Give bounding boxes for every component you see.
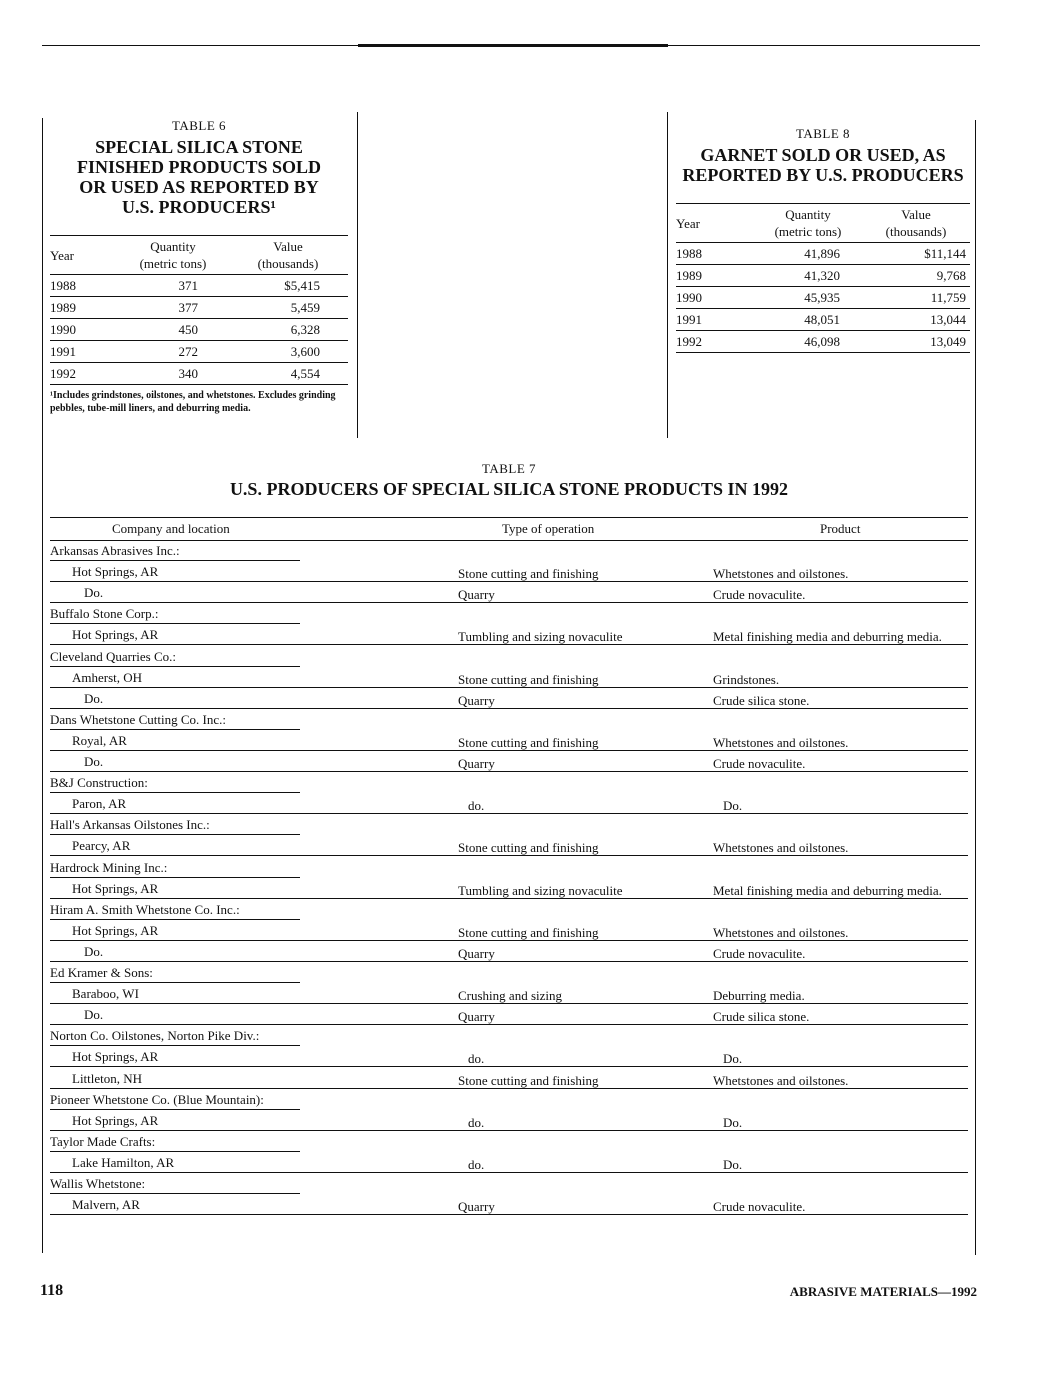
quantity-header: Quantity (metric tons) bbox=[139, 239, 207, 271]
product-cell: Whetstones and oilstones. bbox=[713, 734, 849, 750]
year-cell: 1992 bbox=[676, 331, 754, 353]
table-row bbox=[50, 275, 348, 297]
running-title: ABRASIVE MATERIALS—1992 bbox=[789, 1284, 977, 1299]
company-name: Cleveland Quarries Co.: bbox=[50, 648, 176, 664]
value-cell: 13,049 bbox=[862, 331, 970, 353]
table-row bbox=[50, 878, 968, 899]
table7-title: U.S. PRODUCERS OF SPECIAL SILICA STONE PRODUCTS IN 1992 bbox=[229, 479, 789, 499]
operation-cell: Stone cutting and finishing bbox=[458, 1072, 599, 1088]
table-row bbox=[50, 646, 968, 667]
company-name: Buffalo Stone Corp.: bbox=[50, 606, 159, 622]
location-cell: Hot Springs, AR bbox=[72, 1049, 159, 1065]
value-cell: 6,328 bbox=[228, 319, 348, 341]
operation-cell: Stone cutting and finishing bbox=[458, 671, 599, 687]
company-name: Norton Co. Oilstones, Norton Pike Div.: bbox=[50, 1028, 260, 1044]
product-cell: Metal finishing media and deburring media. bbox=[713, 882, 942, 898]
table-row bbox=[50, 1068, 968, 1089]
table6-title-line: U.S. PRODUCERS¹ bbox=[122, 197, 276, 217]
location-cell: Do. bbox=[84, 585, 104, 601]
quantity-cell: 377 bbox=[118, 297, 228, 319]
year-cell: 1989 bbox=[676, 265, 754, 287]
row-rule bbox=[50, 1214, 968, 1215]
operation-cell: do. bbox=[468, 1051, 485, 1067]
value-header: Value (thousands) bbox=[257, 239, 319, 271]
value-cell: 9,768 bbox=[862, 265, 970, 287]
table-row bbox=[50, 1152, 968, 1173]
location-cell: Do. bbox=[84, 690, 104, 706]
operation-cell: do. bbox=[468, 1114, 485, 1130]
table-row bbox=[50, 1173, 968, 1194]
location-cell: Pearcy, AR bbox=[72, 838, 131, 854]
left-margin-rule bbox=[42, 118, 43, 1253]
product-cell: Crude novaculite. bbox=[713, 945, 806, 961]
table6-caption: TABLE 6 bbox=[171, 118, 227, 133]
value-cell: 4,554 bbox=[228, 363, 348, 385]
year-header: Year bbox=[676, 215, 700, 231]
table8-block bbox=[676, 126, 970, 353]
company-name: Pioneer Whetstone Co. (Blue Mountain): bbox=[50, 1091, 264, 1107]
table8-caption: TABLE 8 bbox=[795, 126, 851, 141]
location-cell: Lake Hamilton, AR bbox=[72, 1154, 175, 1170]
year-header: Year bbox=[50, 247, 74, 263]
table-row bbox=[50, 857, 968, 878]
product-header: Product bbox=[820, 521, 861, 536]
table-row bbox=[50, 1194, 968, 1215]
quantity-cell: 41,320 bbox=[754, 265, 862, 287]
company-name: Taylor Made Crafts: bbox=[50, 1133, 156, 1149]
company-name: Hardrock Mining Inc.: bbox=[50, 859, 168, 875]
location-cell: Amherst, OH bbox=[72, 669, 143, 685]
location-cell: Hot Springs, AR bbox=[72, 880, 159, 896]
product-cell: Crude silica stone. bbox=[713, 692, 810, 708]
table-row bbox=[50, 772, 968, 793]
product-cell: Crude silica stone. bbox=[713, 1009, 810, 1025]
year-cell: 1988 bbox=[50, 275, 118, 297]
location-cell: Malvern, AR bbox=[72, 1197, 140, 1213]
location-cell: Do. bbox=[84, 943, 104, 959]
quantity-cell: 450 bbox=[118, 319, 228, 341]
table8-title bbox=[676, 145, 970, 185]
year-cell: 1990 bbox=[50, 319, 118, 341]
value-cell: 11,759 bbox=[862, 287, 970, 309]
table-row bbox=[50, 814, 968, 835]
table6-grid bbox=[50, 235, 348, 385]
company-name: Hall's Arkansas Oilstones Inc.: bbox=[50, 817, 210, 833]
operation-cell: Quarry bbox=[458, 1009, 495, 1025]
table-row bbox=[50, 1004, 968, 1025]
location-cell: Hot Springs, AR bbox=[72, 627, 159, 643]
company-name: Hiram A. Smith Whetstone Co. Inc.: bbox=[50, 901, 240, 917]
value-cell: $11,144 bbox=[862, 243, 970, 265]
year-cell: 1992 bbox=[50, 363, 118, 385]
quantity-cell: 371 bbox=[118, 275, 228, 297]
product-cell: Deburring media. bbox=[713, 988, 805, 1004]
operation-cell: Quarry bbox=[458, 692, 495, 708]
product-cell: Whetstones and oilstones. bbox=[713, 840, 849, 856]
product-cell: Crude novaculite. bbox=[713, 756, 806, 771]
product-cell: Crude novaculite. bbox=[713, 587, 806, 603]
table-row bbox=[676, 243, 970, 265]
operation-cell: Stone cutting and finishing bbox=[458, 566, 599, 582]
table-row bbox=[50, 297, 348, 319]
product-cell: Crude novaculite. bbox=[713, 1199, 806, 1215]
table6-title-line: OR USED AS REPORTED BY bbox=[79, 177, 319, 197]
product-cell: Whetstones and oilstones. bbox=[713, 924, 849, 940]
product-cell: Do. bbox=[723, 1051, 743, 1067]
company-name: Arkansas Abrasives Inc.: bbox=[50, 543, 180, 558]
operation-cell: Stone cutting and finishing bbox=[458, 924, 599, 940]
quantity-cell: 46,098 bbox=[754, 331, 862, 353]
company-header: Company and location bbox=[112, 521, 230, 536]
table-row bbox=[50, 941, 968, 962]
product-cell: Do. bbox=[723, 1114, 743, 1130]
operation-cell: do. bbox=[468, 1156, 485, 1172]
table-row bbox=[50, 709, 968, 730]
quantity-cell: 48,051 bbox=[754, 309, 862, 331]
table-row bbox=[50, 1025, 968, 1046]
operation-cell: do. bbox=[468, 798, 485, 814]
operation-cell: Crushing and sizing bbox=[458, 988, 562, 1004]
operation-header: Type of operation bbox=[502, 521, 595, 536]
table6-title-line: FINISHED PRODUCTS SOLD bbox=[76, 157, 322, 177]
right-margin-rule bbox=[975, 120, 976, 1255]
table-row bbox=[50, 624, 968, 645]
table-row bbox=[50, 1046, 968, 1067]
location-cell: Paron, AR bbox=[72, 796, 127, 812]
table8-title-line: REPORTED BY U.S. PRODUCERS bbox=[682, 165, 964, 185]
table-row bbox=[50, 1131, 968, 1152]
operation-cell: Tumbling and sizing novaculite bbox=[458, 882, 623, 898]
product-cell: Do. bbox=[723, 798, 743, 814]
table-row bbox=[50, 793, 968, 814]
product-cell: Grindstones. bbox=[713, 671, 780, 687]
year-cell: 1991 bbox=[50, 341, 118, 363]
table-row bbox=[50, 835, 968, 856]
year-cell: 1988 bbox=[676, 243, 754, 265]
operation-cell: Quarry bbox=[458, 587, 495, 603]
table8-header-row bbox=[676, 204, 970, 243]
table-row bbox=[50, 983, 968, 1004]
value-cell: 13,044 bbox=[862, 309, 970, 331]
product-cell: Whetstones and oilstones. bbox=[713, 566, 849, 582]
table8-grid bbox=[676, 203, 970, 353]
value-cell: 3,600 bbox=[228, 341, 348, 363]
location-cell: Hot Springs, AR bbox=[72, 922, 159, 938]
table-row bbox=[676, 309, 970, 331]
table-row bbox=[50, 363, 348, 385]
product-cell: Do. bbox=[723, 1156, 743, 1172]
location-cell: Royal, AR bbox=[72, 732, 127, 748]
table6-footnote: ¹Includes grindstones, oilstones, and whetstones. Excludes grinding pebbles, tube-mill liners, and deburring media. bbox=[50, 390, 336, 414]
year-cell: 1991 bbox=[676, 309, 754, 331]
column-rule-right bbox=[667, 112, 668, 438]
table7-caption: TABLE 7 bbox=[481, 461, 537, 476]
operation-cell: Quarry bbox=[458, 756, 495, 771]
table-row bbox=[50, 1110, 968, 1131]
table-row bbox=[50, 540, 968, 561]
location-cell: Hot Springs, AR bbox=[72, 1112, 159, 1128]
operation-cell: Quarry bbox=[458, 1199, 495, 1215]
top-rule-accent bbox=[358, 44, 668, 47]
table6-title-line: SPECIAL SILICA STONE bbox=[95, 137, 303, 157]
quantity-cell: 41,896 bbox=[754, 243, 862, 265]
location-cell: Do. bbox=[84, 1007, 104, 1023]
product-cell: Whetstones and oilstones. bbox=[713, 1072, 849, 1088]
table-row bbox=[50, 962, 968, 983]
value-cell: $5,415 bbox=[228, 275, 348, 297]
quantity-cell: 45,935 bbox=[754, 287, 862, 309]
quantity-cell: 272 bbox=[118, 341, 228, 363]
table-row bbox=[50, 920, 968, 941]
table-row bbox=[50, 319, 348, 341]
location-cell: Baraboo, WI bbox=[72, 986, 139, 1002]
table-row bbox=[50, 341, 348, 363]
operation-cell: Quarry bbox=[458, 945, 495, 961]
operation-cell: Stone cutting and finishing bbox=[458, 840, 599, 856]
table-row bbox=[50, 667, 968, 688]
operation-cell: Stone cutting and finishing bbox=[458, 734, 599, 750]
table-row bbox=[50, 582, 968, 603]
company-name: Ed Kramer & Sons: bbox=[50, 965, 153, 980]
table6-block bbox=[50, 118, 348, 415]
year-cell: 1989 bbox=[50, 297, 118, 319]
table6-header-row bbox=[50, 236, 348, 275]
location-cell: Hot Springs, AR bbox=[72, 564, 159, 580]
table-row bbox=[676, 287, 970, 309]
column-rule-left bbox=[357, 112, 358, 438]
table6-title bbox=[50, 137, 348, 217]
company-name: Dans Whetstone Cutting Co. Inc.: bbox=[50, 711, 226, 727]
table-row bbox=[50, 751, 968, 772]
location-cell: Do. bbox=[84, 754, 104, 769]
table-row bbox=[676, 265, 970, 287]
table-row bbox=[50, 561, 968, 582]
table8-title-line: GARNET SOLD OR USED, AS bbox=[700, 145, 946, 165]
location-cell: Littleton, NH bbox=[72, 1070, 143, 1086]
value-header: Value (thousands) bbox=[885, 207, 947, 239]
table-row bbox=[676, 331, 970, 353]
page-number: 118 bbox=[40, 1282, 64, 1299]
value-cell: 5,459 bbox=[228, 297, 348, 319]
table-row bbox=[50, 1089, 968, 1110]
table-row bbox=[50, 688, 968, 709]
table-row bbox=[50, 603, 968, 624]
operation-cell: Tumbling and sizing novaculite bbox=[458, 629, 623, 645]
table-row bbox=[50, 730, 968, 751]
table7-header-row bbox=[50, 517, 968, 541]
quantity-header: Quantity (metric tons) bbox=[774, 207, 842, 239]
table-row bbox=[50, 899, 968, 920]
product-cell: Metal finishing media and deburring media. bbox=[713, 629, 942, 645]
quantity-cell: 340 bbox=[118, 363, 228, 385]
company-name: Wallis Whetstone: bbox=[50, 1176, 146, 1191]
year-cell: 1990 bbox=[676, 287, 754, 309]
company-name: B&J Construction: bbox=[50, 775, 148, 791]
